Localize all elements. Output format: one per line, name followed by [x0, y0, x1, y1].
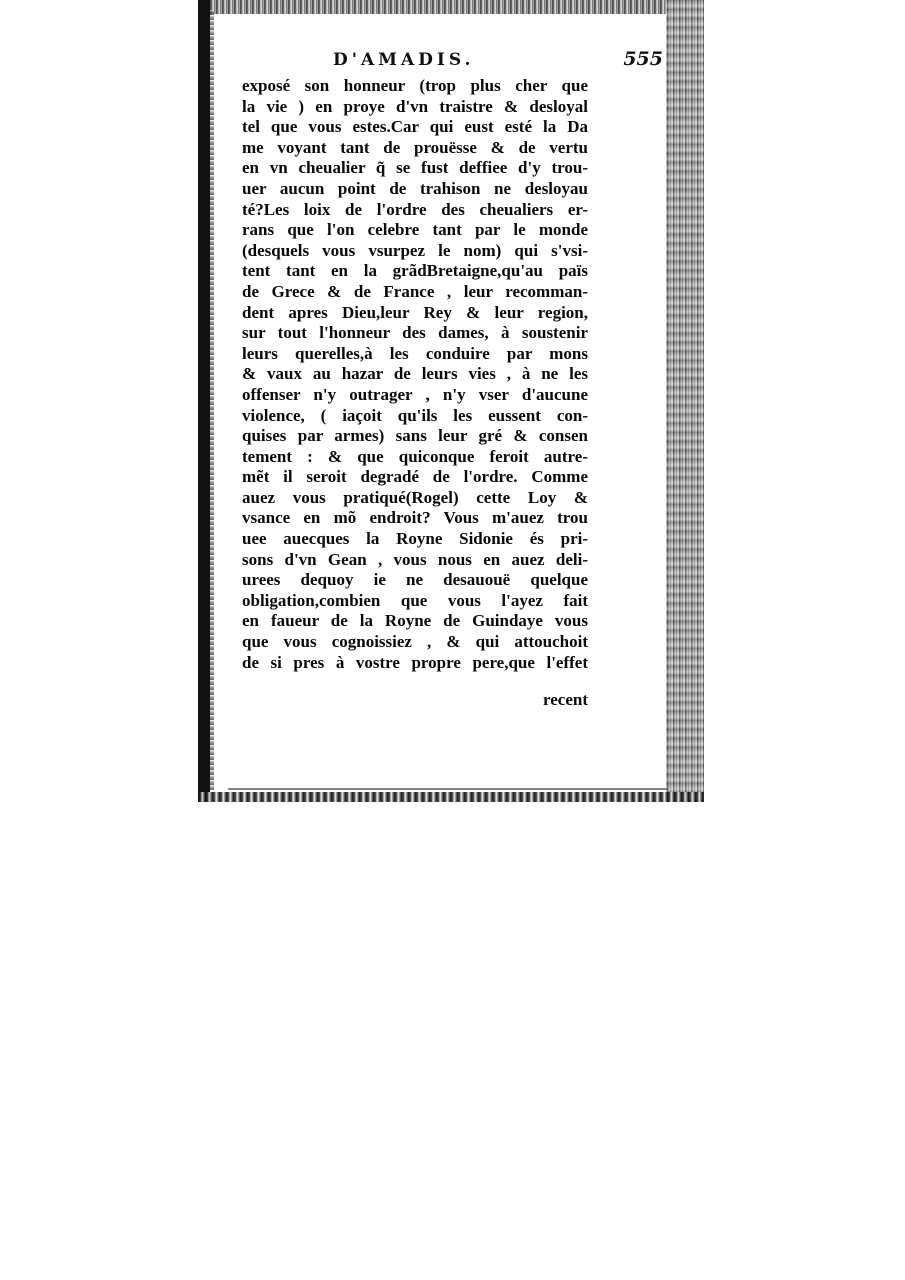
text-line: violence, ( iaçoit qu'ils les eussent con-	[242, 405, 588, 425]
text-line: & vaux au hazar de leurs vies , à ne les	[242, 364, 588, 384]
text-line: té?Les loix de l'ordre des cheualiers er-	[242, 199, 588, 219]
text-line: de si pres à vostre propre pere,que l'effet	[242, 652, 588, 672]
text-line: en vn cheualier q̃ se fust deffiee d'y trou-	[242, 158, 588, 178]
text-line: tel que vous estes.Car qui eust esté la Da	[242, 117, 588, 137]
scanned-book-page	[198, 0, 704, 802]
text-line: offenser n'y outrager , n'y vser d'aucune	[242, 384, 588, 404]
text-line: mẽt il seroit degradé de l'ordre. Comme	[242, 467, 588, 487]
bottom-rule	[228, 788, 668, 790]
running-title: D'AMADIS.	[333, 50, 475, 70]
text-line: rans que l'on celebre tant par le monde	[242, 220, 588, 240]
binding-gutter	[198, 0, 210, 802]
text-line: sur tout l'honneur des dames, à soustenir	[242, 323, 588, 343]
catchword: recent	[543, 690, 588, 709]
text-line: me voyant tant de prouësse & de vertu	[242, 137, 588, 157]
text-line: vsance en mõ endroit? Vous m'auez trou	[242, 508, 588, 528]
page-bottom-edge	[198, 792, 704, 802]
text-line: en faueur de la Royne de Guindaye vous	[242, 611, 588, 631]
text-line: urees dequoy ie ne desauouë quelque	[242, 570, 588, 590]
text-line: tement : & que quiconque feroit autre-	[242, 446, 588, 466]
text-line: leurs querelles,à les conduire par mons	[242, 343, 588, 363]
page-top-edge	[198, 0, 704, 14]
text-line: obligation,combien que vous l'ayez fait	[242, 590, 588, 610]
text-line: tent tant en la grãdBretaigne,qu'au païs	[242, 261, 588, 281]
page-number: 555	[623, 48, 663, 70]
text-line: (desquels vous vsurpez le nom) qui s'vsi-	[242, 240, 588, 260]
text-line: uee auecques la Royne Sidonie és pri-	[242, 529, 588, 549]
text-line: de Grece & de France , leur recomman-	[242, 281, 588, 301]
text-line: exposé son honneur (trop plus cher que	[242, 76, 588, 95]
text-line: dent apres Dieu,leur Rey & leur region,	[242, 302, 588, 322]
text-line: auez vous pratiqué(Rogel) cette Loy &	[242, 487, 588, 507]
text-line: que vous cognoissiez , & qui attouchoit	[242, 632, 588, 652]
text-line: uer aucun point de trahison ne desloyau	[242, 178, 588, 198]
text-line: la vie ) en proye d'vn traistre & desloyal	[242, 96, 588, 116]
text-line: quises par armes) sans leur gré & consen	[242, 426, 588, 446]
gutter-shadow	[210, 10, 214, 790]
fore-edge-shade	[666, 0, 704, 802]
text-line: sons d'vn Gean , vous nous en auez deli-	[242, 549, 588, 569]
running-head	[333, 50, 663, 78]
body-text	[242, 76, 588, 673]
